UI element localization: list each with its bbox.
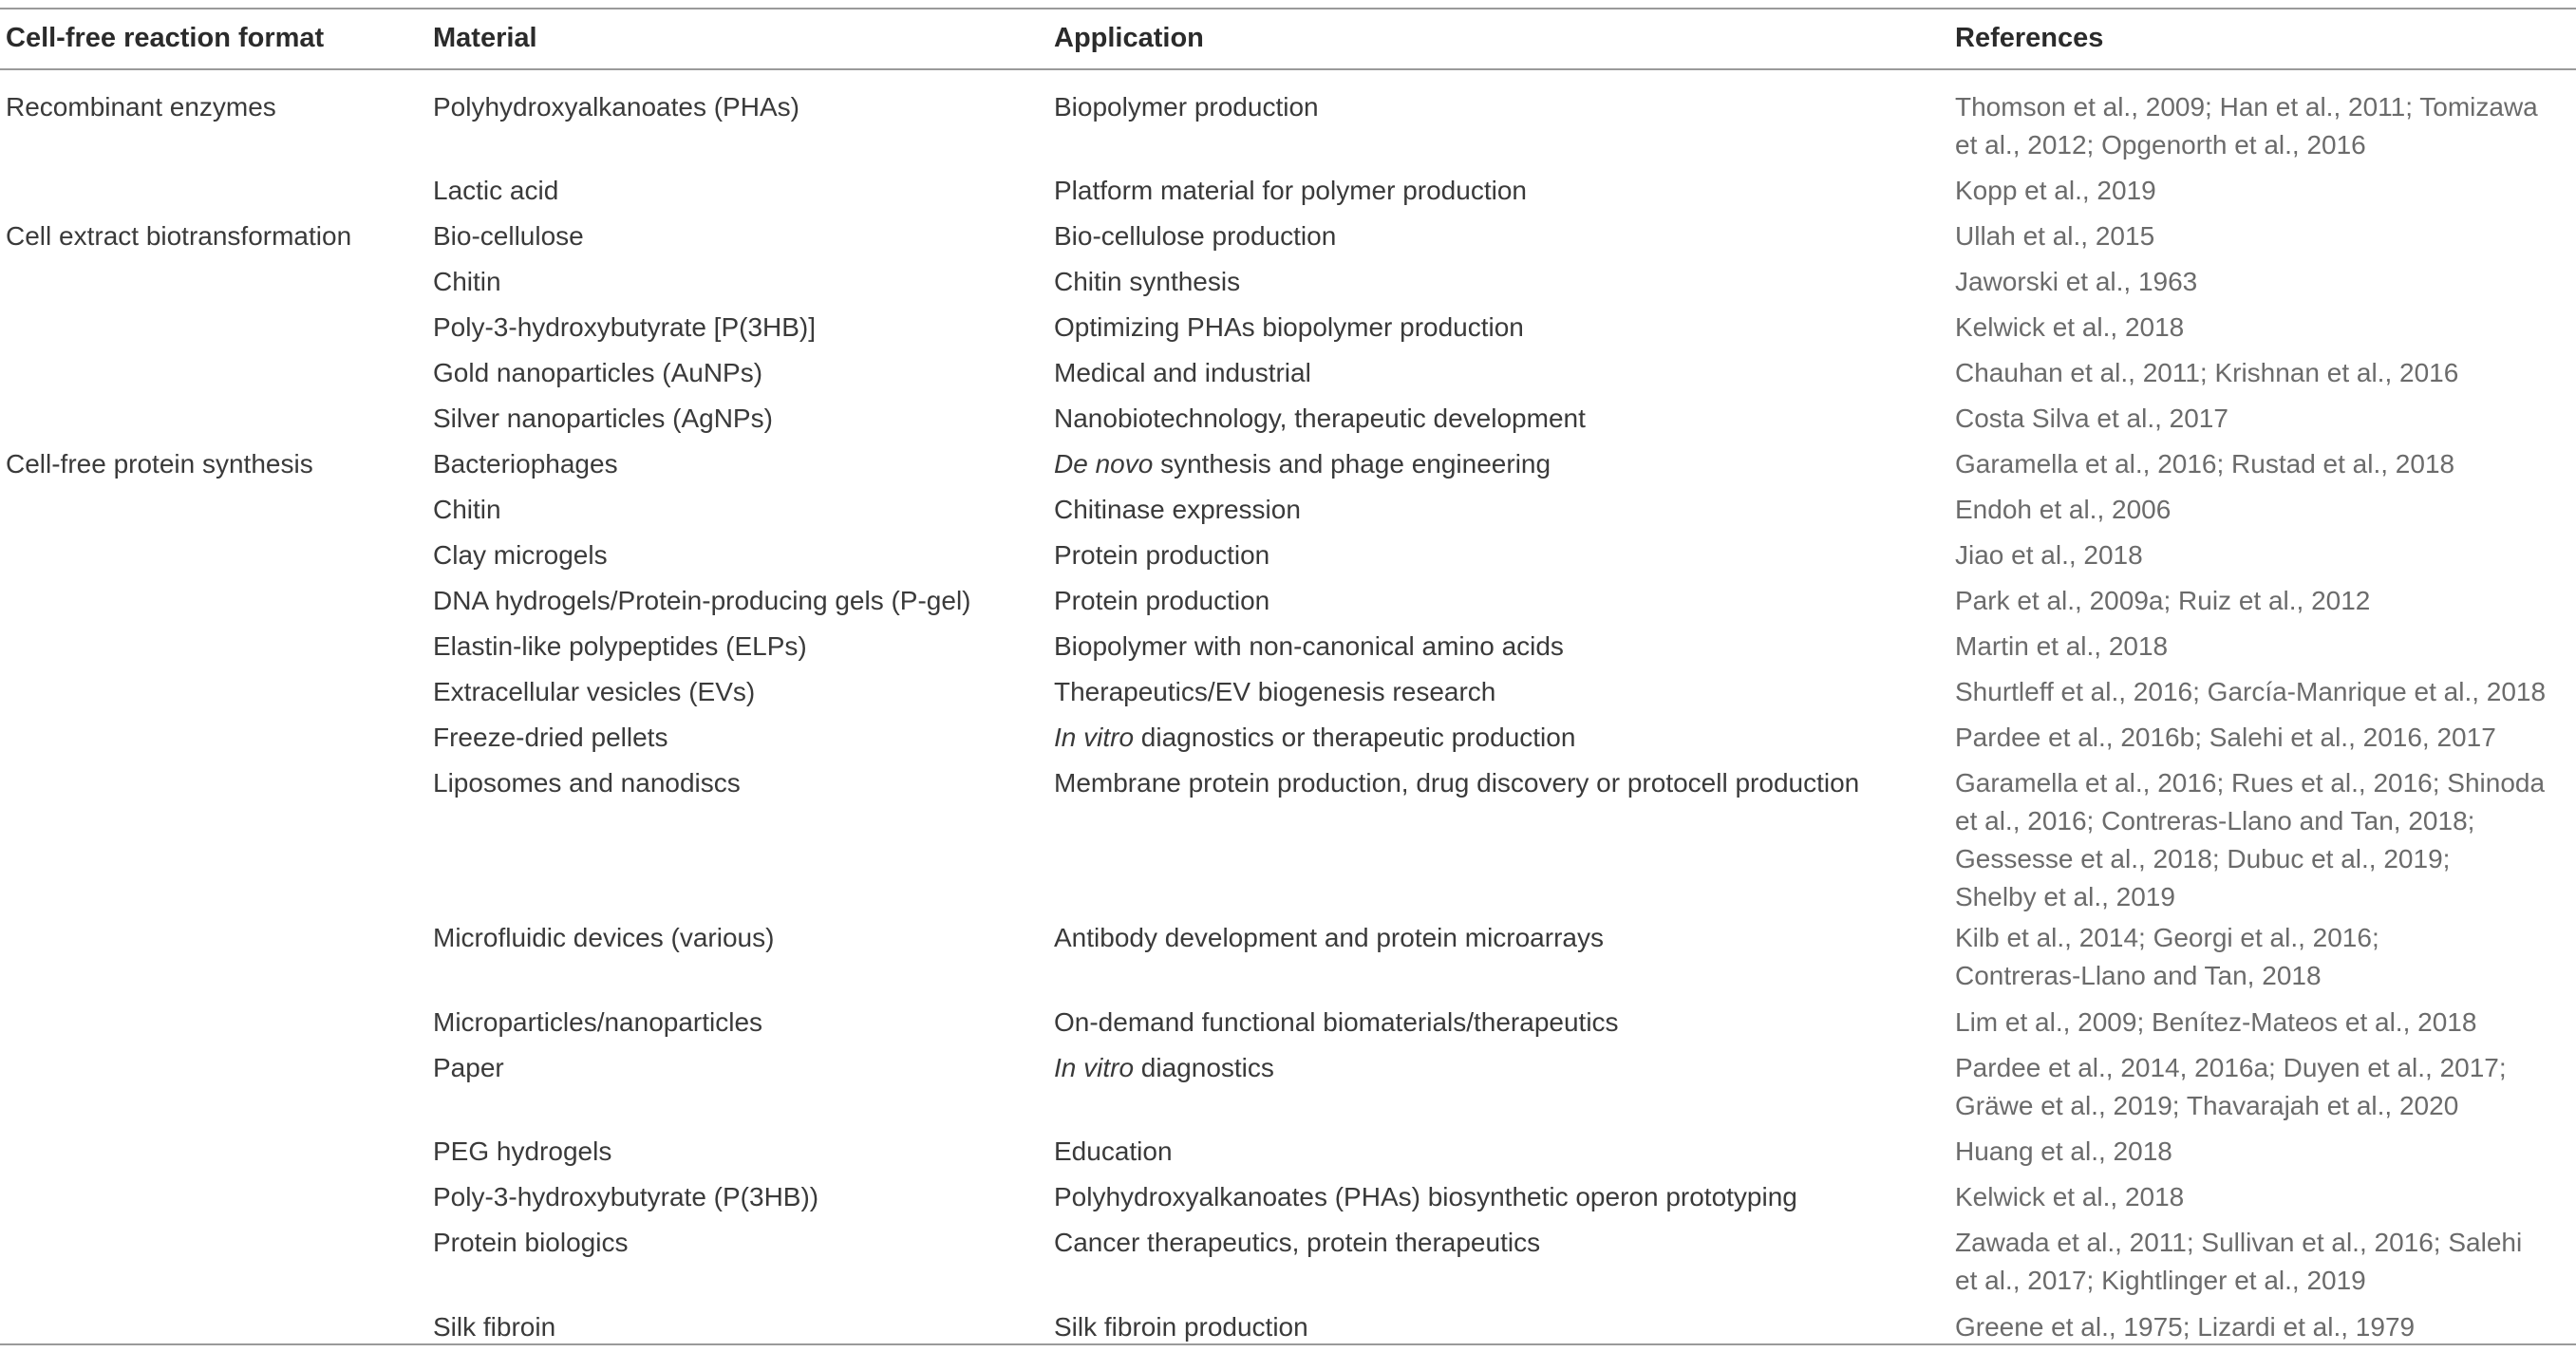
cell-references <box>1955 919 2379 995</box>
cell-application <box>1054 719 1575 757</box>
cell-application: Protein production <box>1054 540 1270 570</box>
reference-line: Kopp et al., 2019 <box>1955 176 2156 205</box>
reference-line: Lim et al., 2009; Benítez-Mateos et al., 2018 <box>1955 1007 2477 1037</box>
cell-application: Cancer therapeutics, protein therapeutics <box>1054 1228 1541 1257</box>
cell-references <box>1955 309 2184 347</box>
cell-material: Polyhydroxyalkanoates (PHAs) <box>433 92 799 122</box>
cell-format: Cell extract biotransformation <box>6 221 352 251</box>
cell-references <box>1955 1224 2522 1300</box>
cell-application: Platform material for polymer production <box>1054 176 1527 205</box>
cell-application: Chitin synthesis <box>1054 267 1241 296</box>
cell-references <box>1955 88 2538 164</box>
cell-references <box>1955 1049 2507 1125</box>
cell-application-italic: In vitro <box>1054 723 1135 752</box>
reference-line: Pardee et al., 2014, 2016a; Duyen et al., 2017; <box>1955 1053 2507 1082</box>
reference-line: Shelby et al., 2019 <box>1955 882 2175 911</box>
cell-references <box>1955 536 2143 574</box>
cell-material: Freeze-dried pellets <box>433 723 668 752</box>
header-format: Cell-free reaction format <box>6 23 325 53</box>
reference-line: Shurtleff et al., 2016; García-Manrique et al., 2018 <box>1955 677 2547 706</box>
cell-material: Microparticles/nanoparticles <box>433 1007 763 1037</box>
cell-application: Optimizing PHAs biopolymer production <box>1054 312 1524 342</box>
reference-line: et al., 2012; Opgenorth et al., 2016 <box>1955 130 2366 160</box>
cell-material: Clay microgels <box>433 540 608 570</box>
reference-line: Kilb et al., 2014; Georgi et al., 2016; <box>1955 923 2379 952</box>
reference-line: Zawada et al., 2011; Sullivan et al., 2016; Salehi <box>1955 1228 2523 1257</box>
cell-references <box>1955 628 2168 666</box>
cell-application: Medical and industrial <box>1054 358 1311 387</box>
cell-application: Protein production <box>1054 586 1270 615</box>
cell-references <box>1955 400 2228 438</box>
cell-references <box>1955 1308 2415 1346</box>
cell-application: Membrane protein production, drug discovery or protocell production <box>1054 768 1860 798</box>
reference-line: Thomson et al., 2009; Han et al., 2011; Tomizawa <box>1955 92 2538 122</box>
reference-line: Park et al., 2009a; Ruiz et al., 2012 <box>1955 586 2371 615</box>
cell-references <box>1955 354 2458 392</box>
cell-material: Poly-3-hydroxybutyrate [P(3HB)] <box>433 312 817 342</box>
reference-line: Chauhan et al., 2011; Krishnan et al., 2016 <box>1955 358 2459 387</box>
cell-references <box>1955 1133 2172 1171</box>
reference-line: Garamella et al., 2016; Rustad et al., 2018 <box>1955 449 2455 479</box>
cell-application: Therapeutics/EV biogenesis research <box>1054 677 1496 706</box>
reference-line: et al., 2017; Kightlinger et al., 2019 <box>1955 1266 2366 1295</box>
cell-material: Chitin <box>433 267 501 296</box>
cell-application-text: diagnostics or therapeutic production <box>1134 723 1576 752</box>
cell-material: Silk fibroin <box>433 1312 556 1342</box>
cell-references <box>1955 491 2171 529</box>
cell-references <box>1955 1178 2184 1216</box>
table-bottom-rule <box>0 1343 2576 1345</box>
reference-line: Costa Silva et al., 2017 <box>1955 404 2228 433</box>
cell-material: Bacteriophages <box>433 449 618 479</box>
table-top-rule <box>0 8 2576 9</box>
reference-line: Gessesse et al., 2018; Dubuc et al., 2019; <box>1955 844 2451 873</box>
cell-references <box>1955 217 2154 255</box>
cell-references <box>1955 764 2545 916</box>
reference-line: Kelwick et al., 2018 <box>1955 1182 2185 1211</box>
cell-application: Bio-cellulose production <box>1054 221 1337 251</box>
cell-material: Liposomes and nanodiscs <box>433 768 741 798</box>
cell-material: Paper <box>433 1053 504 1082</box>
cell-application-text: synthesis and phage engineering <box>1153 449 1551 479</box>
cell-application: Biopolymer production <box>1054 92 1319 122</box>
cell-references <box>1955 582 2370 620</box>
reference-line: Gräwe et al., 2019; Thavarajah et al., 2020 <box>1955 1091 2459 1120</box>
header-material: Material <box>433 23 537 53</box>
reference-line: Huang et al., 2018 <box>1955 1136 2172 1166</box>
cell-material: Poly-3-hydroxybutyrate (P(3HB)) <box>433 1182 819 1211</box>
cell-material: Lactic acid <box>433 176 559 205</box>
cell-material: PEG hydrogels <box>433 1136 612 1166</box>
cell-material: Extracellular vesicles (EVs) <box>433 677 756 706</box>
cell-application: Nanobiotechnology, therapeutic development <box>1054 404 1586 433</box>
cell-material: Microfluidic devices (various) <box>433 923 775 952</box>
reference-line: Garamella et al., 2016; Rues et al., 2016; Shinoda <box>1955 768 2546 798</box>
cell-references <box>1955 1004 2476 1042</box>
cell-application-italic: In vitro <box>1054 1053 1135 1082</box>
cell-references <box>1955 263 2197 301</box>
cell-application: Chitinase expression <box>1054 495 1301 524</box>
cell-material: Silver nanoparticles (AgNPs) <box>433 404 773 433</box>
reference-line: Pardee et al., 2016b; Salehi et al., 2016, 2017 <box>1955 723 2496 752</box>
header-application: Application <box>1054 23 1204 53</box>
cell-application: Antibody development and protein microarrays <box>1054 923 1604 952</box>
cell-application <box>1054 445 1551 483</box>
cell-application: Education <box>1054 1136 1173 1166</box>
reference-line: Martin et al., 2018 <box>1955 631 2169 661</box>
cell-references <box>1955 673 2546 711</box>
cell-material: DNA hydrogels/Protein-producing gels (P-gel) <box>433 586 971 615</box>
cell-material: Protein biologics <box>433 1228 629 1257</box>
cell-references <box>1955 719 2496 757</box>
reference-line: Kelwick et al., 2018 <box>1955 312 2185 342</box>
reference-line: et al., 2016; Contreras-Llano and Tan, 2018; <box>1955 806 2475 836</box>
cell-format: Recombinant enzymes <box>6 92 276 122</box>
cell-material: Elastin-like polypeptides (ELPs) <box>433 631 807 661</box>
header-references: References <box>1955 23 2104 53</box>
cell-format: Cell-free protein synthesis <box>6 449 313 479</box>
table-header-rule <box>0 68 2576 70</box>
cell-application: Silk fibroin production <box>1054 1312 1308 1342</box>
cell-references <box>1955 445 2454 483</box>
cell-application-italic: De novo <box>1054 449 1154 479</box>
reference-line: Contreras-Llano and Tan, 2018 <box>1955 961 2322 990</box>
cell-material: Bio-cellulose <box>433 221 584 251</box>
reference-line: Endoh et al., 2006 <box>1955 495 2172 524</box>
reference-line: Jiao et al., 2018 <box>1955 540 2143 570</box>
cell-application-text: diagnostics <box>1134 1053 1274 1082</box>
cell-application: Polyhydroxyalkanoates (PHAs) biosynthetic operon prototyping <box>1054 1182 1797 1211</box>
cell-material: Gold nanoparticles (AuNPs) <box>433 358 763 387</box>
cell-application: Biopolymer with non-canonical amino acids <box>1054 631 1564 661</box>
reference-line: Ullah et al., 2015 <box>1955 221 2155 251</box>
cell-application: On-demand functional biomaterials/therapeutics <box>1054 1007 1619 1037</box>
cell-application <box>1054 1049 1274 1087</box>
reference-line: Greene et al., 1975; Lizardi et al., 1979 <box>1955 1312 2416 1342</box>
reference-line: Jaworski et al., 1963 <box>1955 267 2198 296</box>
cell-material: Chitin <box>433 495 501 524</box>
cell-references <box>1955 172 2156 210</box>
